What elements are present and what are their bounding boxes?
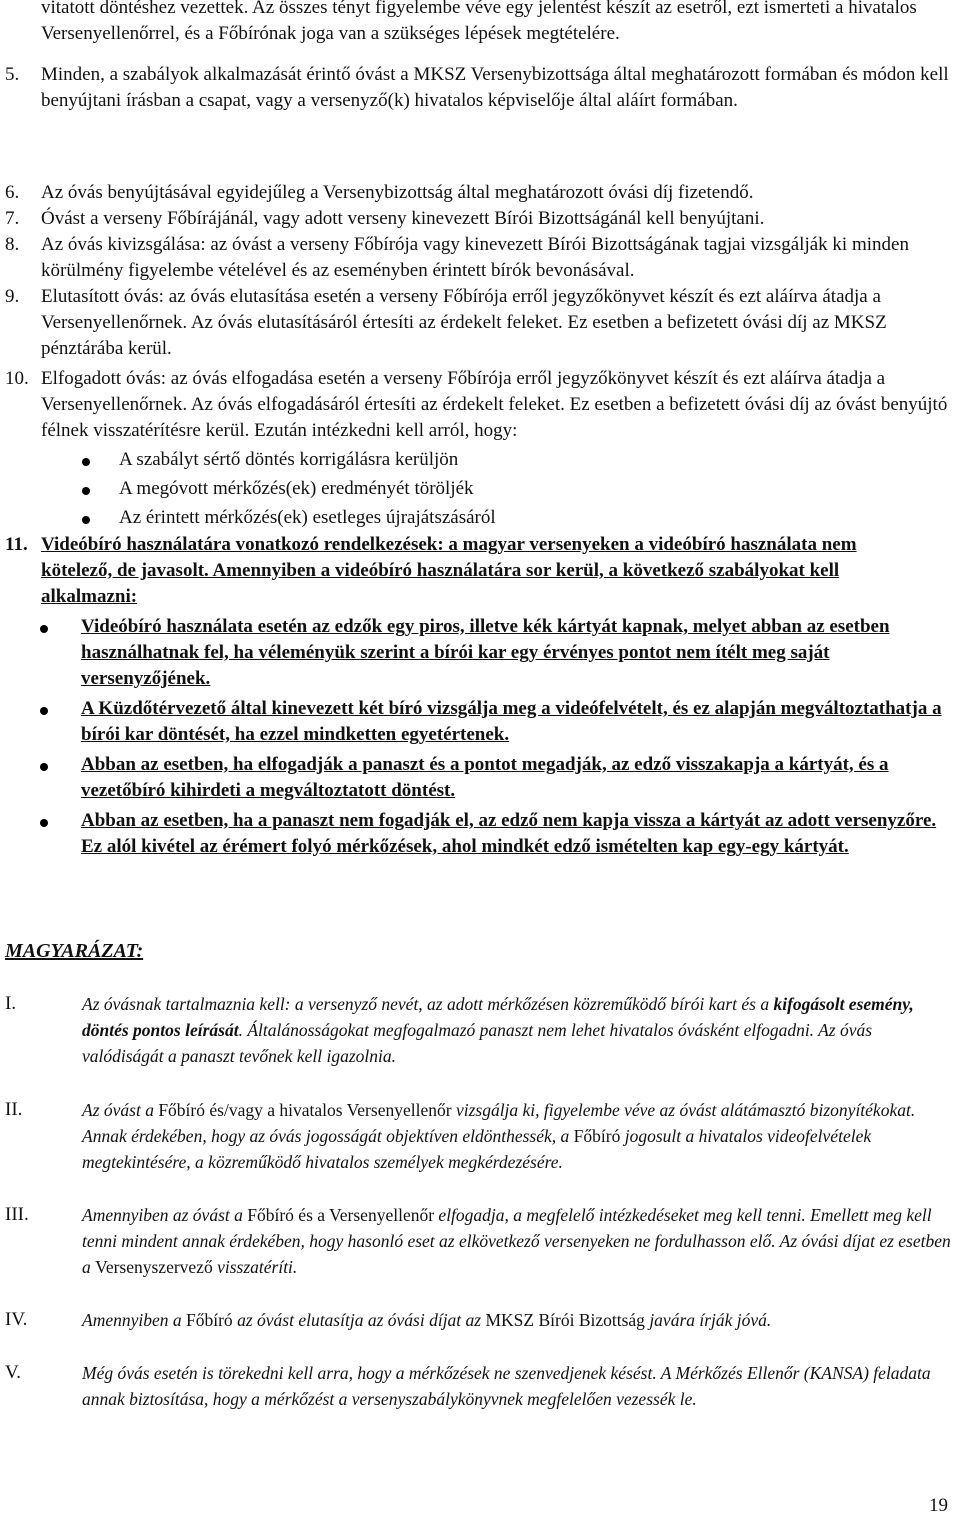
rule-item-7 — [0, 206, 958, 232]
roman-numeral: IV. — [5, 1309, 28, 1330]
item-number: 9. — [5, 286, 20, 307]
explanation-text: Az óvást a Főbíró és/vagy a hivatalos Versenyellenőr vizsgálja ki, figyelembe véve az óvást alátámasztó bizonyítékokat. Annak érdekében, hogy az óvás jogosságát objektíven eldönthessék, a Főbíró jogosult a hivatalos videofelvételek megtekintésére, a közreműködő hivatalos személyek megkérdezésére. — [82, 1100, 916, 1172]
page-number: 19 — [929, 1495, 948, 1516]
video-referee-bullet — [40, 696, 958, 748]
explanation-V — [0, 1360, 958, 1412]
item-number: 11. — [5, 534, 28, 555]
item-text: Az óvás kivizsgálása: az óvást a verseny Főbírója vagy kinevezett Bírói Bizottságának tagjai vizsgálják ki minden körülmény figyelembe vételével és az eseményben érintett bírók bevonásával. — [41, 234, 909, 281]
section-heading: MAGYARÁZAT: — [5, 940, 144, 962]
explanation-I — [0, 991, 958, 1069]
item-number: 10. — [5, 368, 29, 389]
item-text: Minden, a szabályok alkalmazását érintő óvást a MKSZ Versenybizottsága által meghatározott formában és módon kell benyújtani írásban a csapat, vagy a versenyző(k) hivatalos képviselője által aláírt formában. — [41, 64, 949, 111]
explanation-III — [0, 1202, 958, 1280]
item-text: Az óvás benyújtásával egyidejűleg a Versenybizottság által meghatározott óvási díj fizetendő. — [41, 182, 754, 203]
intro-paragraph: vitatott döntéshez vezettek. Az összes tényt figyelembe véve egy jelentést készít az esetről, ezt ismerteti a hivatalos Versenyellenőrrel, és a Főbírónak joga van a szükséges lépések megtételére. — [41, 0, 917, 44]
bullet-dot-icon — [40, 625, 48, 633]
rule-item-9 — [0, 284, 958, 362]
explanation-II — [0, 1097, 958, 1175]
item-number: 8. — [5, 234, 20, 255]
bullet-dot-icon — [40, 819, 48, 827]
bullet-dot-icon — [82, 516, 90, 524]
bullet-text: Abban az esetben, ha a panaszt nem fogadják el, az edző nem kapja vissza a kártyát az adott versenyzőre. Ez alól kivétel az érémert folyó mérkőzések, ahol mindkét edző ismételten kap egy-egy kártyát. — [81, 810, 937, 857]
roman-numeral: II. — [5, 1099, 23, 1120]
roman-numeral: V. — [5, 1362, 22, 1383]
explanation-text: Amennyiben a Főbíró az óvást elutasítja az óvási díjat az MKSZ Bírói Bizottság javára írják jóvá. — [82, 1310, 772, 1330]
item-text: Elutasított óvás: az óvás elutasítása esetén a verseny Főbírója erről jegyzőkönyvet készít és ezt aláírva átadja a Versenyellenőrnek. Az óvás elutasításáról értesíti az érdekelt feleket. Ez esetben a befizetett óvási díj az MKSZ pénztárába kerül. — [41, 286, 887, 359]
item-number: 5. — [5, 64, 20, 85]
bullet-text: A szabályt sértő döntés korrigálásra kerüljön — [119, 449, 459, 470]
video-referee-bullet — [40, 614, 958, 692]
explanation-text: Amennyiben az óvást a Főbíró és a Versenyellenőr elfogadja, a megfelelő intézkedéseket meg kell tenni. Emellett meg kell tenni mindent annak érdekében, hogy hasonló eset az elkövetkező versenyeken ne fordulhasson elő. Az óvási díjat ez esetben a Versenyszervező visszatéríti. — [82, 1205, 951, 1277]
explanation-text: Még óvás esetén is törekedni kell arra, hogy a mérkőzések ne szenvedjenek késést. A Mérkőzés Ellenőr (KANSA) feladata annak biztosítása, hogy a mérkőzést a versenyszabálykönyvnek megfelelően vezessék le. — [82, 1363, 931, 1409]
bullet-dot-icon — [40, 707, 48, 715]
rule-item-5 — [0, 62, 958, 114]
rule-item-11 — [0, 532, 958, 610]
bullet-item — [82, 505, 502, 531]
roman-numeral: I. — [5, 993, 17, 1014]
roman-numeral: III. — [5, 1204, 29, 1225]
bullet-dot-icon — [40, 763, 48, 771]
video-referee-bullet — [40, 752, 958, 804]
bullet-text: A megóvott mérkőzés(ek) eredményét töröljék — [119, 478, 474, 499]
bullet-text: A Küzdőtérvezető által kinevezett két bíró vizsgálja meg a videófelvételt, és ez alapján megváltoztathatja a bírói kar döntését, ha ezzel mindketten egyetértenek. — [81, 698, 942, 745]
bullet-text: Abban az esetben, ha elfogadják a panaszt és a pontot megadják, az edző visszakapja a kártyát, és a vezetőbíró kihirdeti a megváltoztatott döntést. — [81, 754, 889, 801]
explanation-IV — [0, 1307, 958, 1333]
bullet-dot-icon — [82, 487, 90, 495]
bullet-item — [82, 476, 502, 502]
video-referee-bullet — [40, 808, 958, 860]
bullet-text: Az érintett mérkőzés(ek) esetleges újrajátszásáról — [119, 507, 496, 528]
item-number: 7. — [5, 208, 20, 229]
item-number: 6. — [5, 182, 20, 203]
item-text: Elfogadott óvás: az óvás elfogadása esetén a verseny Főbírója erről jegyzőkönyvet készít és ezt aláírva átadja a Versenyellenőrnek. Az óvás elfogadásáról értesíti az érdekelt feleket. Ez esetben a befizetett óvási díj az óvást benyújtó félnek visszatérítésre kerül. Ezután intézkedni kell arról, hogy: — [41, 368, 948, 441]
item-text: Óvást a verseny Főbírájánál, vagy adott verseny kinevezett Bírói Bizottságánál kell benyújtani. — [41, 208, 765, 229]
item-text: Videóbíró használatára vonatkozó rendelkezések: a magyar versenyeken a videóbíró használata nem kötelező, de javasolt. Amennyiben a videóbíró használatára sor kerül, a következő szabályokat kell alkalmazni: — [41, 534, 857, 607]
explanation-text: Az óvásnak tartalmaznia kell: a versenyző nevét, az adott mérkőzésen közreműködő bírói kart és a kifogásolt esemény, döntés pontos leírását. Általánosságokat megfogalmazó panaszt nem lehet hivatalos óvásként elfogadni. Az óvás valódiságát a panaszt tevőnek kell igazolnia. — [82, 994, 914, 1066]
bullet-dot-icon — [82, 458, 90, 466]
rule-item-10 — [0, 366, 958, 444]
rule-item-8 — [0, 232, 958, 284]
rule-item-6 — [0, 180, 958, 206]
bullet-item — [82, 447, 502, 473]
bullet-text: Videóbíró használata esetén az edzők egy piros, illetve kék kártyát kapnak, melyet abban az esetben használhatnak fel, ha véleményük szerint a bírói kar egy érvényes pontot nem ítélt meg saját versenyzőjének. — [81, 616, 890, 689]
